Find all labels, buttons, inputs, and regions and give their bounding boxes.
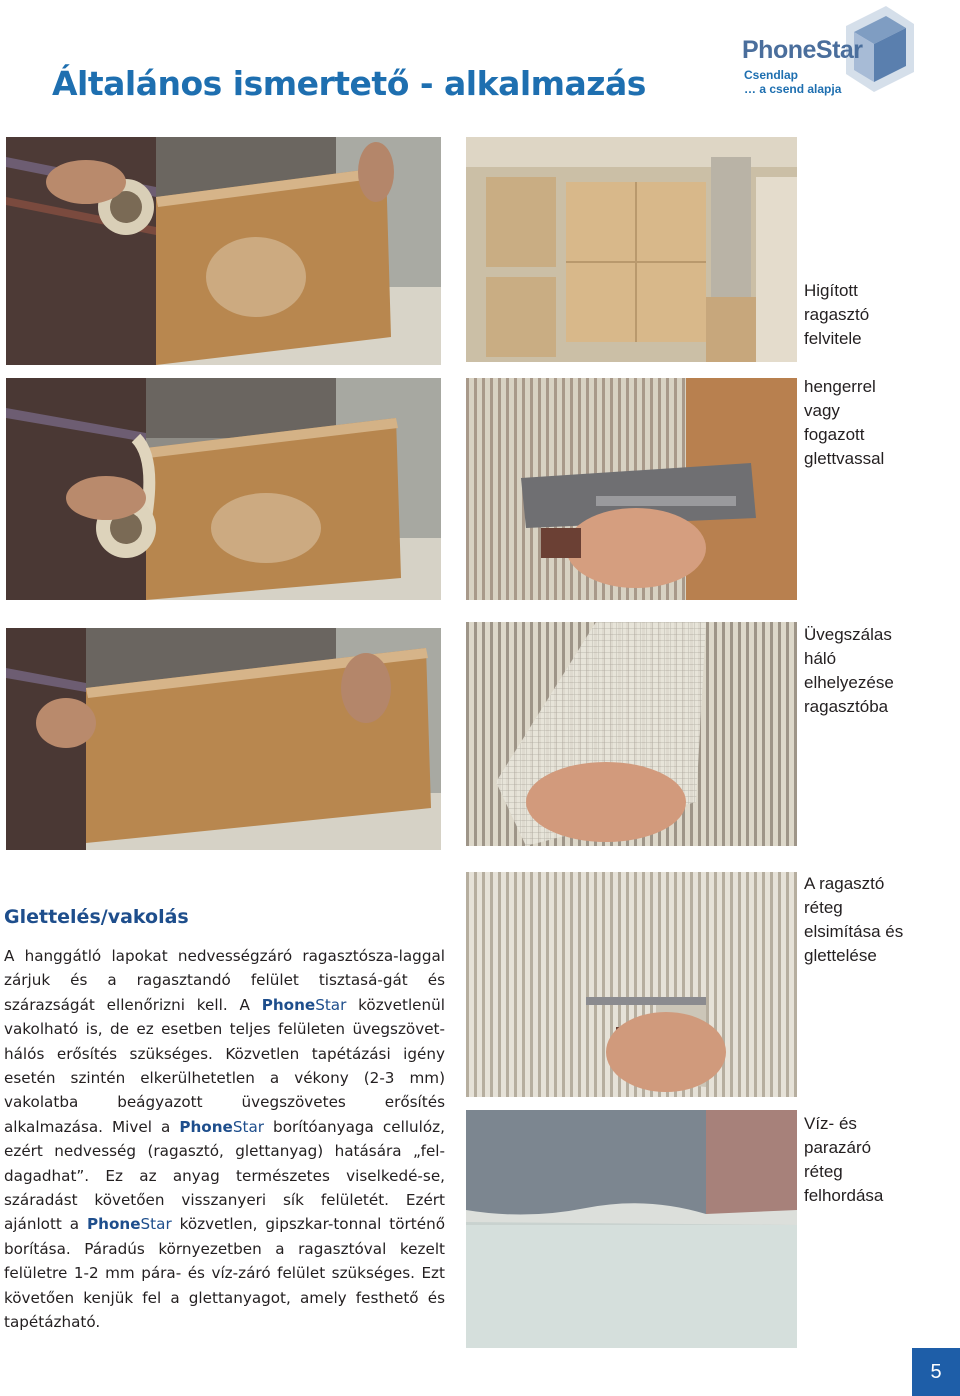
caption-waterproof-layer: Víz- és parazáró réteg felhordása	[804, 1114, 884, 1205]
photo-room-panels	[466, 137, 797, 362]
brand-bold: Phone	[179, 1117, 233, 1136]
caption-diluted-adhesive: Higított ragasztó felvitele	[804, 281, 870, 348]
caption-roller-or-trowel: hengerrel vagy fogazott glettvassal	[804, 377, 885, 468]
logo-name: PhoneStar	[742, 36, 863, 64]
body-text-3: borítóanyaga cellulóz, ezért nedvesség (ragasztó, glettanyag) hatására „fel-dagadhat”. Ez az anyag természetes viselkedé-se, száradást követően visszanyeri sík felületét. Ezért ajánlott a	[4, 1117, 445, 1234]
brand-bold: Phone	[87, 1215, 141, 1234]
body-text-4: közvetlen, gipszkar-tonnal történő borítása. Páradús környezetben a ragasztóval kezelt felületre 1-2 mm pára- és víz-záró felület szükséges. Ezt követően kenjük fel a glettanyagot, amely festhető és tapétázható.	[4, 1215, 446, 1332]
page-number: 5	[912, 1348, 960, 1396]
photo-taping-board-1	[6, 137, 441, 365]
body-text-2: közvetlenül vakolható is, de ez esetben teljes felületen üvegszövet-hálós erősítés szükséges. Közvetlen tapétázási igény esetén szintén elkerülhetetlen a vékony (2-3 mm) vakolatba beágyazott üvegszövetes erősítés alkalmazása. Mivel a	[4, 995, 445, 1136]
logo-line1: Csendlap	[744, 68, 799, 82]
photo-taped-board	[6, 628, 441, 850]
logo-line2: … a csend alapja	[744, 82, 842, 96]
photo-waterproof-layer	[466, 1110, 797, 1348]
section-heading: Glettelés/vakolás	[4, 906, 189, 928]
caption-fiberglass-mesh: Üvegszálas háló elhelyezése ragasztóba	[804, 625, 894, 716]
photo-smoothing-glue	[466, 872, 797, 1097]
photo-taping-board-2	[6, 378, 441, 600]
brand-rest: Star	[232, 1117, 264, 1136]
body-text-1: A hanggátló lapokat nedvességzáró ragasztósza-laggal zárjuk és a ragasztandó felület tisztasá-gát és szárazságát ellenőrizni kell. A	[4, 947, 445, 1014]
caption-smoothing-glue: A ragasztó réteg elsimítása és glettelése	[804, 874, 904, 965]
logo-tagline	[744, 68, 841, 96]
photo-trowel-adhesive	[466, 378, 797, 600]
section-body	[4, 944, 445, 1335]
brand-bold: Phone	[261, 995, 316, 1014]
phonestar-logo	[736, 6, 916, 96]
page-title: Általános ismertető - alkalmazás	[52, 64, 646, 103]
photo-fiberglass-mesh	[466, 622, 797, 846]
brand-rest: Star	[140, 1215, 172, 1234]
brand-rest: Star	[315, 995, 347, 1014]
